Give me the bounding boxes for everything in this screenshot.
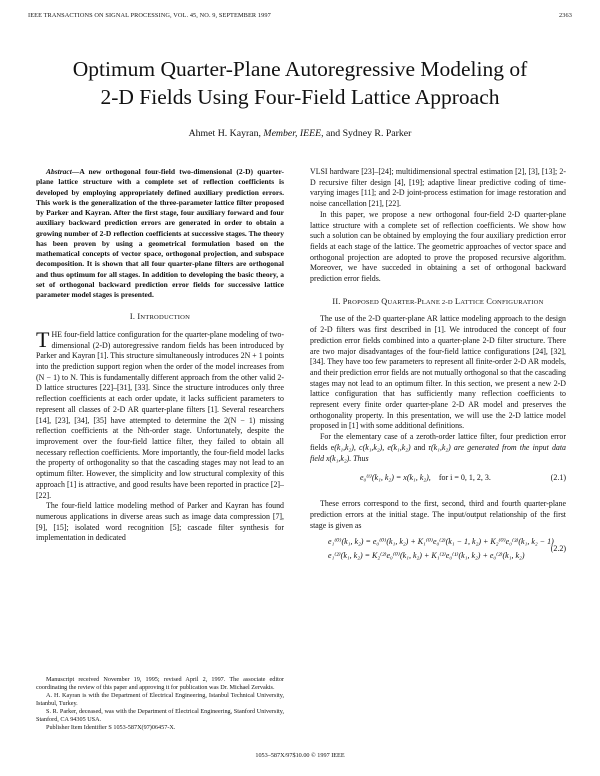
section-heading-introduction: I. INTRODUCTION — [129, 312, 191, 322]
equation-2-1 — [310, 473, 566, 487]
author-1: Ahmet H. Kayran, — [188, 128, 261, 139]
section2-paragraph-1: The use of the 2-D quarter-plane AR lattice modeling approach to the design of 2-D filters was first described in [1]. We introduced the concept of four prediction error fields combined into a quarter-plane 2-D filter structure. There are two major disadvantages of the four-field lattice configurations [24], [32], [34]. They have too few parameters to represent all finite-order 2-D AR models, and their prediction error fields are not mutually orthogonal so that the cascading stages may not lead to an optimum filter. In this section, we present a new 2-D lattice configuration that has sufficiently many reflection coefficients to represent every finite order quarter-plane 2-D AR model and preserves the orthogonality property. In this presentation, we will use the 2-D lattice model proposed in [1] with some additional definitions. — [310, 314, 566, 431]
intro-continuation: VLSI hardware [23]–[24]; multidimensional spectral estimation [2], [3], [13]; 2-D recursive filter design [4], [19]; adaptive linear predictive coding of time-varying images [11]; and 2-D joint-process estimation for image restoration and noise cancellation [21], [22]. — [310, 167, 566, 209]
equation-2-2 — [310, 537, 566, 565]
title-line-1: Optimum Quarter-Plane Autoregressive Modeling of — [72, 57, 528, 81]
drop-cap: T — [36, 326, 50, 352]
running-header — [28, 12, 572, 22]
section-heading-proposed: II. PROPOSED QUARTER-PLANE 2-D LATTICE CONFIGURATION — [332, 296, 544, 306]
equation-number: (2.2) — [550, 544, 566, 554]
footnote-kayran: A. H. Kayran is with the Department of Electrical Engineering, Istanbul Technical University, Istanbul, Turkey. — [36, 692, 284, 707]
equation-2-2-line-1: e₁⁽⁰⁾(k₁, k₂) = e₀⁽⁰⁾(k₁, k₂) + K₁⁽⁰⁾e₀⁽²⁾(k₁ − 1, k₂) + K₂⁽⁰⁾e₀⁽³⁾(k₁, k₂ − 1) — [328, 537, 554, 547]
author-2: and Sydney R. Parker — [325, 128, 412, 139]
right-column — [310, 167, 566, 565]
paper-title — [20, 55, 580, 111]
footnote-received: Manuscript received November 19, 1995; revised April 2, 1997. The associate editor coordinating the review of this paper and approving it for publication was Dr. Michael Zervakis. — [36, 676, 284, 691]
paper-contribution-paragraph: In this paper, we propose a new orthogonal four-field 2-D quarter-plane lattice structure with a complete set of reflection coefficients. We show how such a solution can be obtained by employing the four auxiliary prediction error fields at each stage of the lattice. The geometric approaches of vector space and orthogonal projection are adopted to prove the proposed recursive algorithm. Moreover, we have succeded in obtaining a set of orthogonal backward prediction error fields. — [310, 209, 566, 284]
footnote-pii: Publisher Item Identifier S 1053-587X(97)06457-X. — [46, 724, 176, 731]
footnote-parker: S. R. Parker, deceased, was with the Department of Electrical Engineering, Stanford University, Stanford, CA 94305 USA. — [36, 708, 284, 723]
page-number: 2363 — [559, 12, 572, 19]
footnote — [36, 676, 284, 732]
intro-paragraph-2: The four-field lattice modeling method of Parker and Kayran has found numerous applications in diverse areas such as image data compression [7], [9], [15]; isolated word recognition [5]; cascade filter synthesis for implementation in dedicated — [36, 501, 284, 543]
equation-2-2-line-2: e₁⁽²⁾(k₁, k₂) = K₂⁽²⁾e₀⁽⁰⁾(k₁, k₂) + K₁⁽²⁾e₀⁽¹⁾(k₁, k₂) + e₀⁽²⁾(k₁, k₂) — [328, 551, 525, 561]
section2-paragraph-3: These errors correspond to the first, second, third and fourth quarter-plane prediction errors at the initial stage. The input/output relationship of the first stage is given as — [310, 499, 566, 530]
equation-2-1-body: e₀⁽ⁱ⁾(k₁, k₂) = x(k₁, k₂), for i = 0, 1, 2, 3. — [360, 473, 491, 483]
section2-paragraph-2: For the elementary case of a zeroth-order lattice filter, four prediction error fields e(k₁,k₂), c(k₁,k₂), e(k₁,k₂) and r(k₁,k₂) are generated from the input data field x(k₁,k₂). Thus — [310, 432, 566, 463]
left-column — [36, 167, 284, 544]
author-1-role: Member, IEEE, — [263, 128, 324, 139]
copyright-line: 1053–587X/97$10.00 © 1997 IEEE — [255, 752, 345, 759]
intro-paragraph-1: THE four-field lattice configuration for the quarter-plane modeling of two-dimensional (2-D) autoregressive random fields has been introduced by Parker and Kayran [1]. This structure simultaneously introduces 2N + 1 points into the prediction support region when the order of the model increases from (N − 1) to N. This is fundamentally different approach from the other valid 2-D lattice structures [22]–[31], [33]. Since the structure introduces only three reflection coefficients at each order update, it lacks sufficient parameters to represent all classes of 2-D AR quarter-plane filters [1]. Several researchers [14], [23], [34], [35] have attempted to determine the 2(N − 1) missing reflection coefficients at the Nth-order stage. Unfortunately, despite the improvement over the four-field lattice filter, they failed to obtain all necessary reflection coefficients. More importantly, the four-field model lacks the property of orthogonality so that the cascading stages may not lead to an optimum filter. However, the simplicity and low structural complexity of this approach [1] is attractive, and good results have been reported in practice [2]–[22]. — [36, 326, 284, 500]
author-line — [0, 128, 600, 139]
abstract-label: Abstract— — [46, 167, 80, 176]
title-line-2: 2-D Fields Using Four-Field Lattice Approach — [100, 85, 500, 109]
abstract — [36, 167, 284, 300]
abstract-text: A new orthogonal four-field two-dimensional (2-D) quarter-plane lattice structure with a complete set of reflection coefficients is developed by employing appropriately defined auxiliary prediction errors. This work is the generalization of the three-parameter lattice filter proposed by Parker and Kayran. After the first stage, four auxiliary forward and four auxiliary backward prediction errors are generated in order to obtain a growing number of 2-D reflection coefficients at successive stages. The theory has been proven by using a geometrical formulation based on the mathematical concepts of vector space, orthogonal projection, and subspace decomposition. It is shown that all four quarter-plane filters are orthogonal and thus optimum for all stages. In addition to developing the basic theory, a set of orthogonal backward prediction error fields for successive lattice parameter model stages is presented. — [36, 167, 284, 299]
journal-name: IEEE TRANSACTIONS ON SIGNAL PROCESSING, VOL. 45, NO. 9, SEPTEMBER 1997 — [28, 12, 271, 19]
equation-number: (2.1) — [550, 473, 566, 483]
